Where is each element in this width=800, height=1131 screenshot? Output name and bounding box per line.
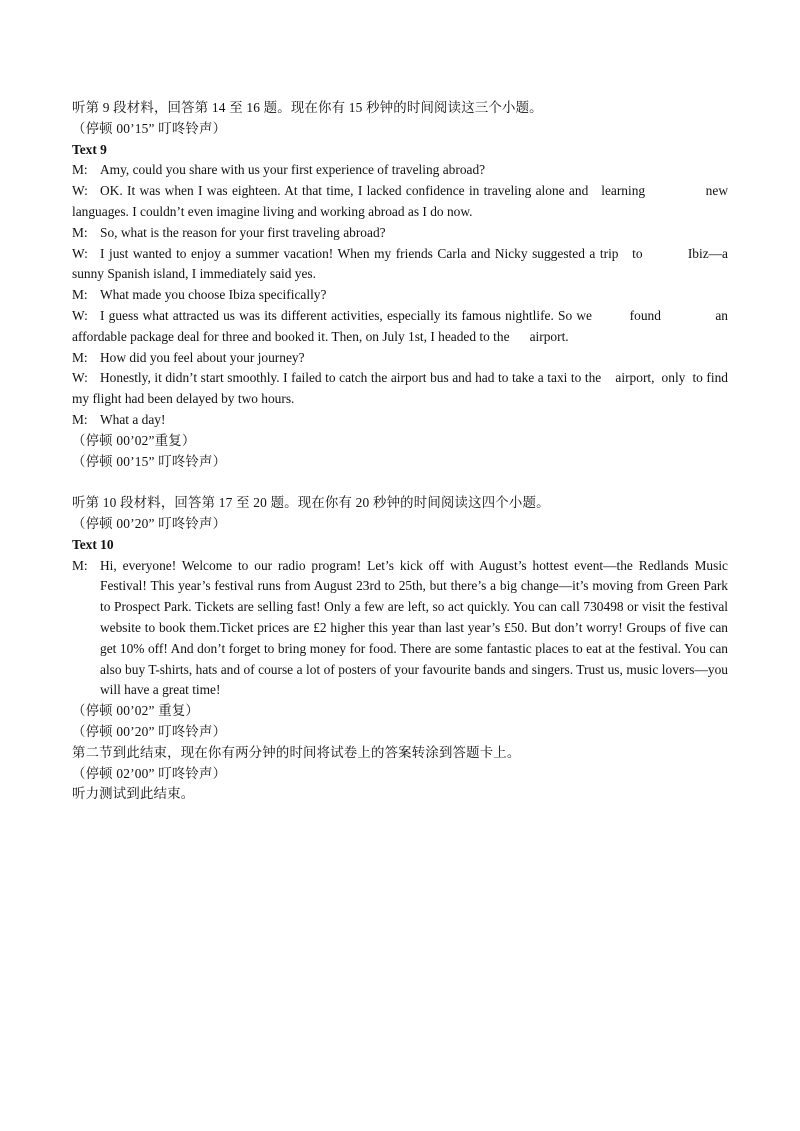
speaker-label: W: — [72, 307, 88, 323]
speaker-label: W: — [72, 370, 88, 386]
text10-title: Text 10 — [72, 536, 114, 552]
dialogue-turn — [72, 223, 728, 244]
utterance-text: What made you choose Ibiza specifically? — [100, 287, 327, 303]
dialogue-turn — [72, 244, 732, 286]
utterance-text — [72, 306, 732, 348]
speaker-label: M: — [72, 224, 88, 240]
utterance-text — [72, 181, 732, 223]
speaker-label: M: — [72, 162, 88, 178]
utterance-text — [72, 368, 732, 410]
exam-transcript-page — [72, 98, 732, 805]
section9-pause-end: （停顿 00’15” 叮咚铃声） — [72, 453, 227, 469]
text9-title: Text 9 — [72, 141, 107, 157]
utterance-text: What a day! — [100, 411, 166, 427]
utterance-text: How did you feel about your journey? — [100, 349, 305, 365]
dialogue-turn — [72, 181, 732, 223]
dialogue-turn — [72, 410, 728, 431]
section9-pause-repeat: （停顿 00’02”重复） — [72, 432, 196, 448]
closing-pause: （停顿 02’00” 叮咚铃声） — [72, 765, 227, 781]
utterance-body: Honestly, it didn’t start smoothly. I failed to catch the airport bus and had to take a taxi to the airport, only to find my flight had been delayed by two hours. — [72, 370, 732, 407]
section10-pause-end: （停顿 00’20” 叮咚铃声） — [72, 723, 227, 739]
speaker-label: M: — [72, 287, 88, 303]
monologue-text: Hi, everyone! Welcome to our radio program! Let’s kick off with August’s hottest event—the Redlands Music Festival! This year’s festival runs from August 23rd to 25th, but there’s a big change—it’s moving from Green Park to Prospect Park. Tickets are selling fast! Only a few are left, so act quickly. You can call 730498 or visit the festival website to book them.Ticket prices are £2 higher this year than last year’s £50. But don’t worry! Groups of five can get 10% off! And don’t forget to bring money for food. There are some fantastic places to eat at the festival. You can also buy T-shirts, hats and of course a lot of posters of your favourite bands and singers. Trust us, music lovers—you will have a great time! — [100, 557, 728, 698]
dialogue-turn — [72, 285, 728, 306]
utterance-body: I guess what attracted us was its different activities, especially its famous nightlife. So we found an affordable package deal for three and booked it. Then, on July 1st, I headed to the airport. — [72, 307, 732, 344]
closing-transfer-instruction: 第二节到此结束，现在你有两分钟的时间将试卷上的答案转涂到答题卡上。 — [72, 744, 521, 760]
dialogue-turn — [72, 160, 728, 181]
section10-intro: 听第 10 段材料，回答第 17 至 20 题。现在你有 20 秒钟的时间阅读这四个小题。 — [72, 495, 550, 511]
utterance-text: Amy, could you share with us your first experience of traveling abroad? — [100, 162, 486, 178]
speaker-label: W: — [72, 183, 88, 199]
utterance-text: So, what is the reason for your first traveling abroad? — [100, 224, 386, 240]
dialogue-turn — [72, 348, 728, 369]
closing-end-notice: 听力测试到此结束。 — [72, 786, 195, 802]
section10-pause-read: （停顿 00’20” 叮咚铃声） — [72, 515, 227, 531]
utterance-body: I just wanted to enjoy a summer vacation! When my friends Carla and Nicky suggested a trip to Ibiz—a sunny Spanish island, I immediately said yes. — [72, 245, 732, 282]
dialogue-turn — [72, 368, 732, 410]
utterance-body: OK. It was when I was eighteen. At that time, I lacked confidence in traveling alone and learning new languages. I couldn’t even imagine living and working abroad as I do now. — [72, 183, 732, 219]
dialogue-turn — [72, 306, 732, 348]
section9-pause-read: （停顿 00’15” 叮咚铃声） — [72, 120, 227, 136]
utterance-text — [72, 244, 732, 286]
section9-intro: 听第 9 段材料，回答第 14 至 16 题。现在你有 15 秒钟的时间阅读这三个小题。 — [72, 100, 543, 115]
section10-pause-repeat: （停顿 00’02” 重复） — [72, 703, 200, 719]
speaker-label: M: — [72, 411, 88, 427]
speaker-label: W: — [72, 245, 88, 261]
monologue-turn — [72, 556, 728, 702]
speaker-label: M: — [72, 349, 88, 365]
speaker-label: M: — [72, 557, 88, 573]
section-spacer — [72, 472, 728, 493]
